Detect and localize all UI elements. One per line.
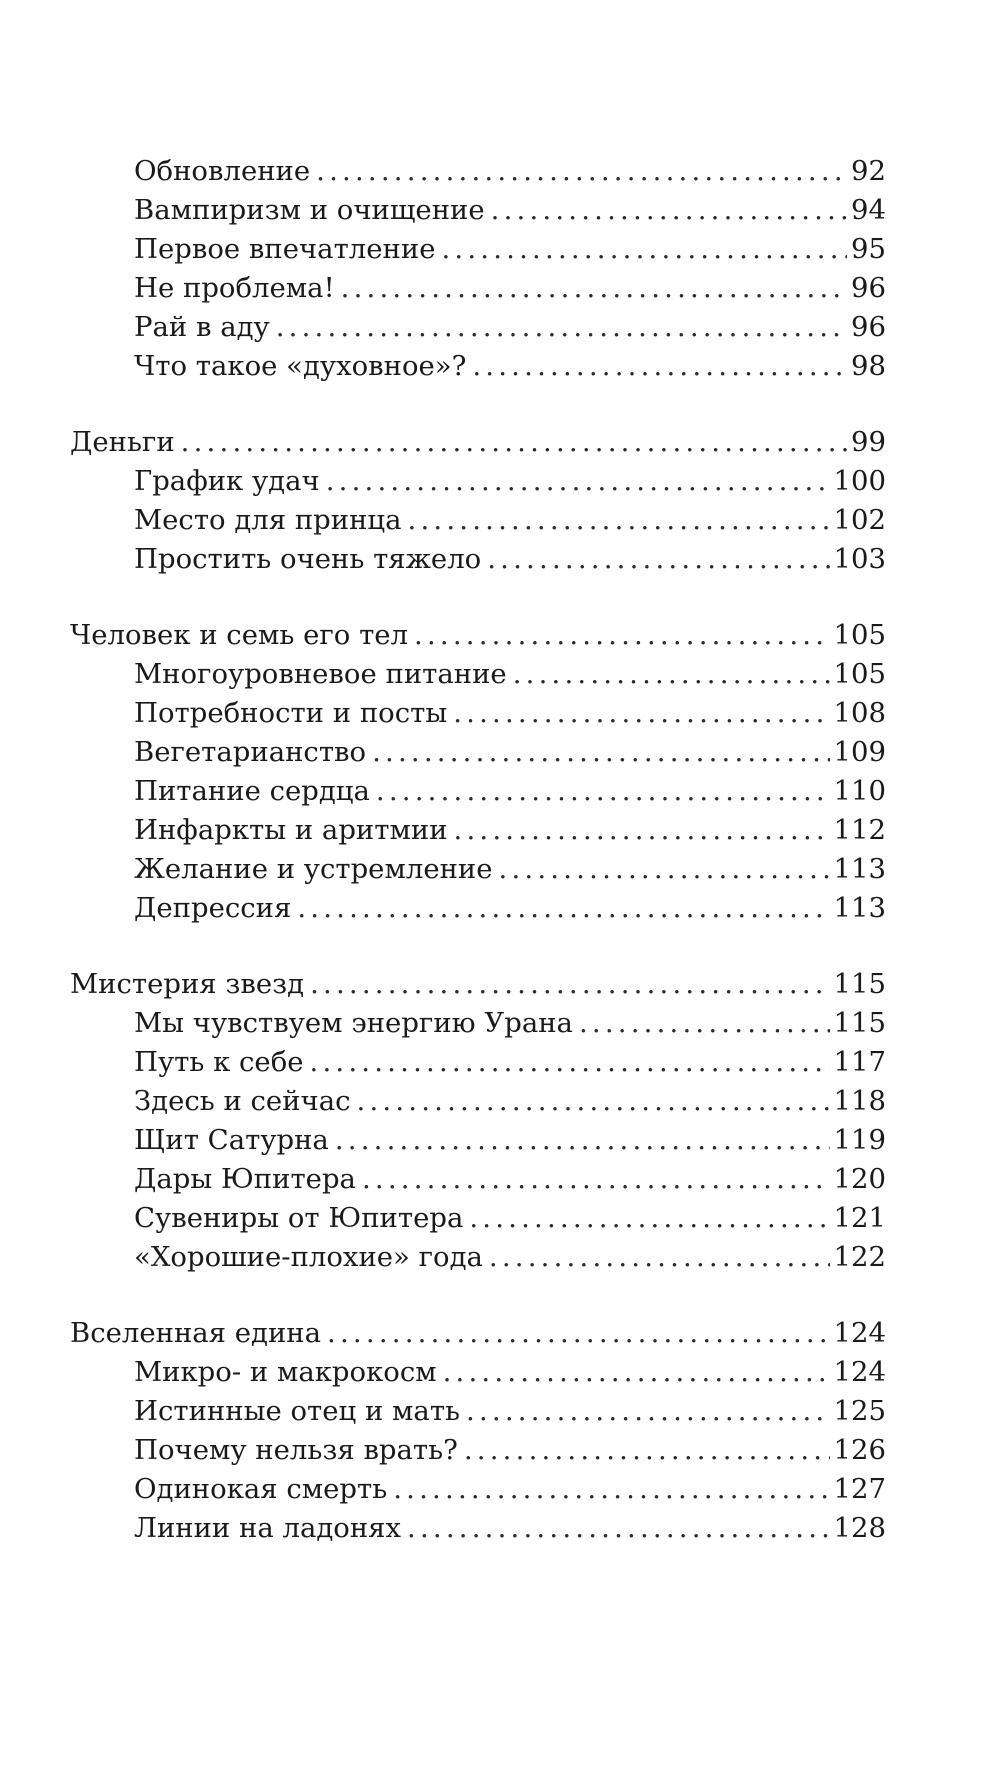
dot-leader <box>408 501 830 540</box>
dot-leader <box>407 1509 829 1548</box>
toc-page-number: 127 <box>833 1473 886 1505</box>
toc-subentry <box>70 1004 886 1043</box>
toc-entry-title: Не проблема! <box>134 272 335 304</box>
toc-chapter-entry <box>70 616 886 655</box>
toc-page-number: 100 <box>833 465 886 497</box>
toc-entry-title: Питание сердца <box>134 775 370 807</box>
toc-page-number: 124 <box>833 1356 886 1388</box>
toc-subentry <box>70 308 886 347</box>
toc-entry-title: Здесь и сейчас <box>134 1085 351 1117</box>
toc-entry-title: Простить очень тяжело <box>134 543 482 575</box>
toc-subentry <box>70 269 886 308</box>
toc-entry-title: Потребности и посты <box>134 697 448 729</box>
toc-subentry <box>70 1392 886 1431</box>
dot-leader <box>513 655 830 694</box>
toc-subentry <box>70 540 886 579</box>
dot-leader <box>372 733 829 772</box>
toc-subentry <box>70 1082 886 1121</box>
toc-subentry <box>70 191 886 230</box>
toc-subentry <box>70 1509 886 1548</box>
toc-entry-title: Место для принца <box>134 504 402 536</box>
toc-subentry <box>70 1199 886 1238</box>
toc-page-number: 124 <box>833 1317 886 1349</box>
toc-subentry <box>70 501 886 540</box>
toc-subentry <box>70 462 886 501</box>
toc-subentry <box>70 811 886 850</box>
toc-page-number: 110 <box>833 775 886 807</box>
toc-page-number: 126 <box>833 1434 886 1466</box>
dot-leader <box>472 347 847 386</box>
dot-leader <box>469 1199 829 1238</box>
toc-entry-title: Депрессия <box>134 892 292 924</box>
toc-page-number: 115 <box>833 968 886 1000</box>
toc-chapter-entry <box>70 1314 886 1353</box>
toc-subentry <box>70 1121 886 1160</box>
dot-leader <box>357 1082 830 1121</box>
dot-leader <box>453 694 829 733</box>
toc-page-number: 96 <box>851 272 886 304</box>
dot-leader <box>316 152 847 191</box>
dot-leader <box>489 1238 830 1277</box>
toc-entry-title: Инфаркты и аритмии <box>134 814 448 846</box>
dot-leader <box>335 1121 830 1160</box>
toc-entry-title: Мистерия звезд <box>70 968 305 1000</box>
toc-section <box>70 152 886 386</box>
toc-entry-title: Щит Сатурна <box>134 1124 329 1156</box>
toc-subentry <box>70 347 886 386</box>
toc-entry-title: Первое впечатление <box>134 233 436 265</box>
toc-page-number: 98 <box>851 350 886 382</box>
dot-leader <box>393 1470 829 1509</box>
dot-leader <box>341 269 847 308</box>
toc-entry-title: «Хорошие-плохие» года <box>134 1241 483 1273</box>
toc-page-number: 108 <box>833 697 886 729</box>
toc-entry-title: Одинокая смерть <box>134 1473 388 1505</box>
dot-leader <box>181 423 847 462</box>
toc-page-number: 99 <box>851 426 886 458</box>
toc-subentry <box>70 230 886 269</box>
dot-leader <box>466 1392 830 1431</box>
toc-subentry <box>70 1353 886 1392</box>
toc-subentry <box>70 1470 886 1509</box>
toc-entry-title: Вегетарианство <box>134 736 367 768</box>
toc-entry-title: Деньги <box>70 426 175 458</box>
toc-page-number: 117 <box>833 1046 886 1078</box>
toc-page-number: 105 <box>833 619 886 651</box>
dot-leader <box>443 1353 830 1392</box>
toc-chapter-entry <box>70 423 886 462</box>
dot-leader <box>491 191 847 230</box>
toc-page-number: 128 <box>833 1512 886 1544</box>
dot-leader <box>499 850 830 889</box>
dot-leader <box>327 1314 829 1353</box>
dot-leader <box>362 1160 830 1199</box>
toc-page-number: 103 <box>833 543 886 575</box>
toc-page-number: 102 <box>833 504 886 536</box>
toc-chapter-entry <box>70 965 886 1004</box>
toc-entry-title: Вампиризм и очищение <box>134 194 485 226</box>
toc-page-number: 119 <box>833 1124 886 1156</box>
toc-entry-title: Многоуровневое питание <box>134 658 507 690</box>
toc-entry-title: Сувениры от Юпитера <box>134 1202 464 1234</box>
toc-page-number: 94 <box>851 194 886 226</box>
toc-subentry <box>70 152 886 191</box>
toc-subentry <box>70 1160 886 1199</box>
toc-page-number: 120 <box>833 1163 886 1195</box>
dot-leader <box>326 462 830 501</box>
toc-entry-title: Дары Юпитера <box>134 1163 356 1195</box>
toc-entry-title: Желание и устремление <box>134 853 493 885</box>
dot-leader <box>487 540 829 579</box>
toc-entry-title: График удач <box>134 465 320 497</box>
toc-section <box>70 965 886 1277</box>
dot-leader <box>441 230 847 269</box>
toc-page-number: 125 <box>833 1395 886 1427</box>
dot-leader <box>276 308 847 347</box>
dot-leader <box>376 772 830 811</box>
toc-entry-title: Человек и семь его тел <box>70 619 409 651</box>
toc-entry-title: Мы чувствуем энергию Урана <box>134 1007 573 1039</box>
toc-section <box>70 423 886 579</box>
toc-entry-title: Линии на ладонях <box>134 1512 402 1544</box>
dot-leader <box>297 889 829 928</box>
toc-page-number: 121 <box>833 1202 886 1234</box>
toc-subentry <box>70 655 886 694</box>
toc-entry-title: Обновление <box>134 155 311 187</box>
toc-subentry <box>70 850 886 889</box>
toc-entry-title: Вселенная едина <box>70 1317 322 1349</box>
toc-subentry <box>70 1238 886 1277</box>
toc-section <box>70 616 886 928</box>
toc-section <box>70 1314 886 1548</box>
toc-page-number: 112 <box>833 814 886 846</box>
toc-page-number: 118 <box>833 1085 886 1117</box>
toc-entry-title: Почему нельзя врать? <box>134 1434 458 1466</box>
toc-page-number: 96 <box>851 311 886 343</box>
toc-subentry <box>70 772 886 811</box>
toc-subentry <box>70 889 886 928</box>
dot-leader <box>464 1431 830 1470</box>
toc-subentry <box>70 1431 886 1470</box>
toc-entry-title: Путь к себе <box>134 1046 304 1078</box>
toc-subentry <box>70 733 886 772</box>
toc-entry-title: Микро- и макрокосм <box>134 1356 437 1388</box>
toc-entry-title: Рай в аду <box>134 311 270 343</box>
toc-page-number: 113 <box>833 892 886 924</box>
toc-page-number: 113 <box>833 853 886 885</box>
toc-entry-title: Истинные отец и мать <box>134 1395 460 1427</box>
toc-entry-title: Что такое «духовное»? <box>134 350 467 382</box>
toc-subentry <box>70 694 886 733</box>
dot-leader <box>310 965 829 1004</box>
toc-page-number: 95 <box>851 233 886 265</box>
dot-leader <box>310 1043 830 1082</box>
toc-page-number: 92 <box>851 155 886 187</box>
toc-subentry <box>70 1043 886 1082</box>
table-of-contents <box>70 152 886 1585</box>
toc-page-number: 122 <box>833 1241 886 1273</box>
dot-leader <box>414 616 829 655</box>
dot-leader <box>579 1004 830 1043</box>
toc-page-number: 105 <box>833 658 886 690</box>
toc-page-number: 115 <box>833 1007 886 1039</box>
toc-page-number: 109 <box>833 736 886 768</box>
dot-leader <box>454 811 830 850</box>
